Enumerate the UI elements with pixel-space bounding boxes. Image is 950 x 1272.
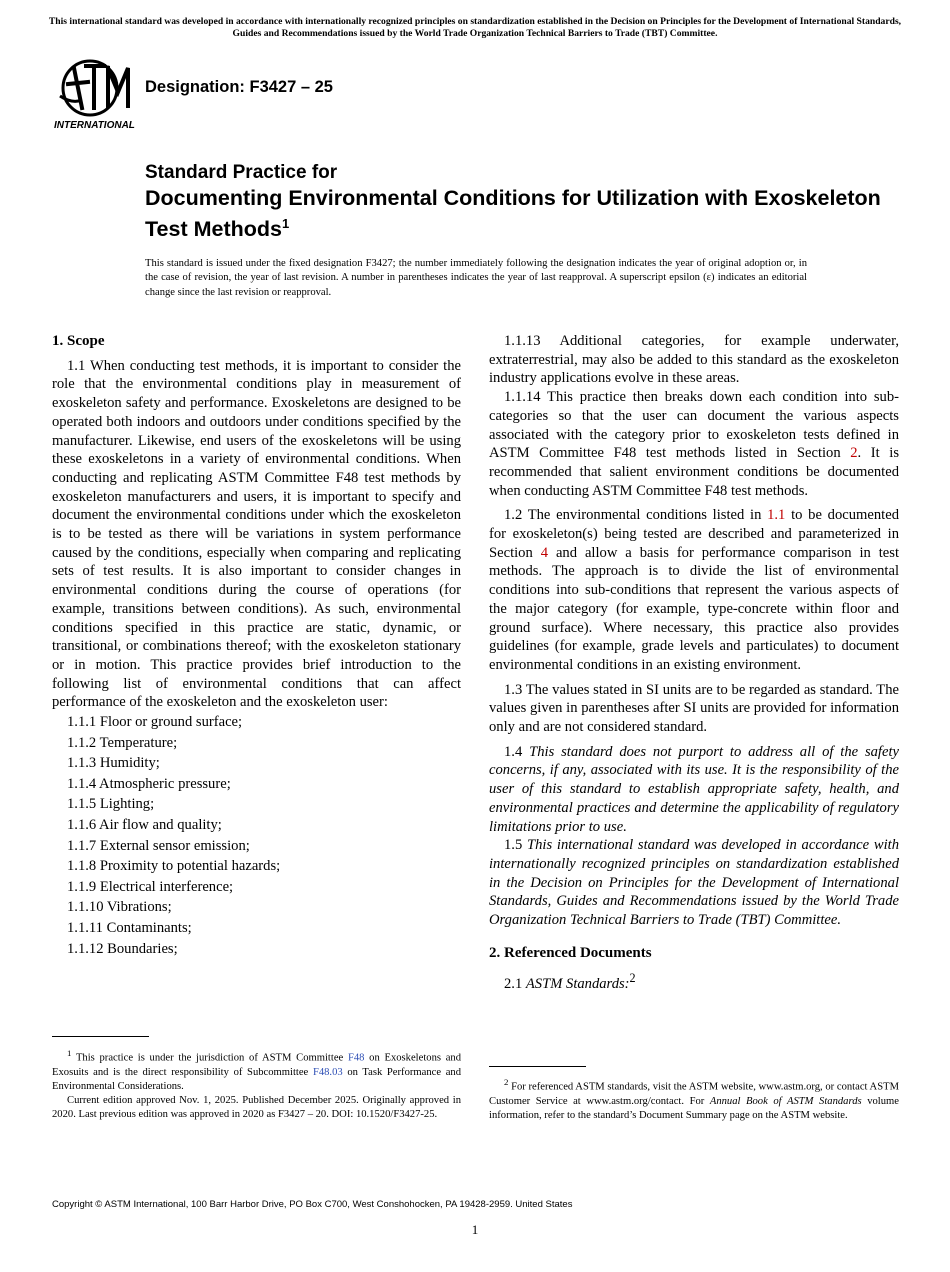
logo-text: INTERNATIONAL: [54, 120, 135, 131]
paragraph-2-1: 2.1 ASTM Standards:$^2$: [504, 970, 636, 992]
footnote-2: $^2$ For referenced ASTM standards, visit the ASTM website, www.astm.org, or contact ASTM Customer Service at www.astm.org/contact. For Annual Book of ASTM Standards volume information, refer to the standard’s Document Summary page on the ASTM website.: [489, 1077, 899, 1121]
right-column: [489, 332, 899, 993]
title-footnote-mark: 1: [281, 216, 290, 231]
committee-f48-link[interactable]: F48: [347, 1052, 365, 1064]
condition-list: [52, 712, 461, 959]
list-item: 1.1.8 Proximity to potential hazards;: [67, 858, 281, 875]
issued-note: This standard is issued under the fixed designation F3427; the number immediately following the designation indicates the year of original adoption or, in the case of revision, the year of last revision. A number in parentheses indicates the year of last reapproval. A superscript epsilon (ε) indicates an editorial change since the last revision or reapproval.: [145, 258, 807, 298]
list-item: 1.1.3 Humidity;: [67, 755, 160, 772]
list-item: 1.1.7 External sensor emission;: [67, 837, 250, 854]
left-column: [52, 332, 461, 959]
title-line1: Standard Practice for: [145, 162, 338, 183]
section-heading-scope: 1. Scope: [52, 333, 105, 349]
list-item: 1.1.9 Electrical interference;: [67, 878, 234, 895]
paragraph-1-2: 1.2 The environmental conditions listed in 1.1 to be documented for exoskeleton(s) being tested are described and parameterized in Section 4 and allow a basis for performance comparison in test methods. The approach is to divide the list of environmental conditions into sub-conditions that represent the various aspects of the major category (for example, type-concrete within floor and ground surface). Where necessary, this practice also provides guidelines (for example, grade levels and particulates) to document environmental conditions in an existing environment.: [489, 507, 899, 673]
footnote-divider: [52, 1036, 149, 1037]
section-heading-referenced-documents: 2. Referenced Documents: [489, 944, 652, 961]
paragraph-1-1-14: 1.1.14 This practice then breaks down each condition into sub-categories so that the user can document the various aspects associated with the category prior to exoskeleton tests defined in ASTM Committee F48 test methods listed in Section 2. It is recommended that salient environment conditions be documented when conducting ASTM Committee F48 test methods.: [489, 389, 899, 499]
footnote-2-mark: 2: [629, 970, 636, 985]
section-4-link[interactable]: 4: [540, 544, 549, 561]
footnote-divider: [489, 1066, 586, 1067]
astm-logo-icon: [52, 56, 138, 132]
document-title: [145, 185, 905, 242]
section-2-link[interactable]: 2: [850, 445, 858, 462]
subcommittee-f48-03-link[interactable]: F48.03: [312, 1066, 343, 1078]
list-item: 1.1.4 Atmospheric pressure;: [67, 775, 231, 792]
paragraph-1-1: 1.1 When conducting test methods, it is important to consider the role that the environmental conditions play in measurement of exoskeleton safety and performance. Exoskeletons are designed to be operated both indoors and outdoors under conditions specified by the manufacturer. Likewise, end users of the exoskeletons will be using these exoskeletons in a variety of environmental conditions. When conducting and replicating ASTM Committee F48 test methods by exoskeleton manufacturers and users, it is important to specify and document the environmental conditions under which the exoskeleton is to be tested as there will be variations in system performance caused by the conditions, especially when comparing and replicating sets of test results. It is also important to consider changes in environmental conditions during the course of operations (for example, transitions between conditions). As such, environmental conditions specified in this practice are static, dynamic, or transitional, or combinations thereof; with the exoskeleton stationary or in motion. This practice provides brief introduction to the following list of environmental conditions that can affect performance of the exoskeleton and the exoskeleton user:: [52, 357, 461, 711]
list-item: 1.1.1 Floor or ground surface;: [67, 714, 243, 731]
list-item: 1.1.12 Boundaries;: [67, 940, 178, 957]
paragraph-1-1-13: 1.1.13 Additional categories, for example underwater, extraterrestrial, may also be added to this standard as the exoskeleton industry applications evolve in these areas.: [489, 333, 899, 387]
section-1-1-link[interactable]: 1.1: [767, 507, 786, 524]
list-item: 1.1.6 Air flow and quality;: [67, 817, 222, 834]
paragraph-1-5: 1.5 This international standard was developed in accordance with internationally recognized principles on standardization established in the Decision on Principles for the Development of International Standards, Guides and Recommendations issued by the World Trade Organization Technical Barriers to Trade (TBT) Committee.: [489, 837, 900, 929]
list-item: 1.1.11 Contaminants;: [67, 920, 192, 936]
list-item: 1.1.10 Vibrations;: [67, 899, 172, 916]
copyright-notice: Copyright © ASTM International, 100 Barr Harbor Drive, PO Box C700, West Conshohocken, PA 19428-2959. United States: [52, 1199, 573, 1210]
page-number: 1: [471, 1222, 479, 1237]
wto-notice: This international standard was developed in accordance with internationally recognized principles on standardization established in the Decision on Principles for the Development of International Standards, Guides and Recommendations issued by the World Trade Organization Technical Barriers to Trade (TBT) Committee.: [48, 16, 902, 39]
list-item: 1.1.2 Temperature;: [67, 734, 178, 751]
title-block: [145, 161, 905, 242]
title-text: Documenting Environmental Conditions for Utilization with Exoskeleton Test Methods: [145, 186, 881, 242]
footnote-1: $^1$ This practice is under the jurisdiction of ASTM Committee F48 on Exoskeletons and Exosuits and is the direct responsibility of Subcommittee F48.03 on Task Performance and Environmental Considerations. Current edition approved Nov. 1, 2025. Published December 2025. Originally approved in 2020. Last previous edition was approved in 2020 as F3427 – 20. DOI: 10.1520/F3427-25.: [52, 1046, 461, 1123]
paragraph-1-4: 1.4 This standard does not purport to address all of the safety concerns, if any, associated with its use. It is the responsibility of the user of this standard to establish appropriate safety, health, and environmental practices and determine the applicability of regulatory limitations prior to use.: [489, 743, 899, 835]
edition-note: Current edition approved Nov. 1, 2025. Published December 2025. Originally approved in 2020. Last previous edition was approved in 2020 as F3427 – 20. DOI: 10.1520/F3427-25.: [52, 1095, 461, 1121]
list-item: 1.1.5 Lighting;: [67, 796, 155, 813]
paragraph-1-3: 1.3 The values stated in SI units are to be regarded as standard. The values given in parentheses after SI units are provided for information only and are not considered standard.: [489, 681, 899, 736]
designation: Designation: F3427 – 25: [145, 78, 333, 96]
